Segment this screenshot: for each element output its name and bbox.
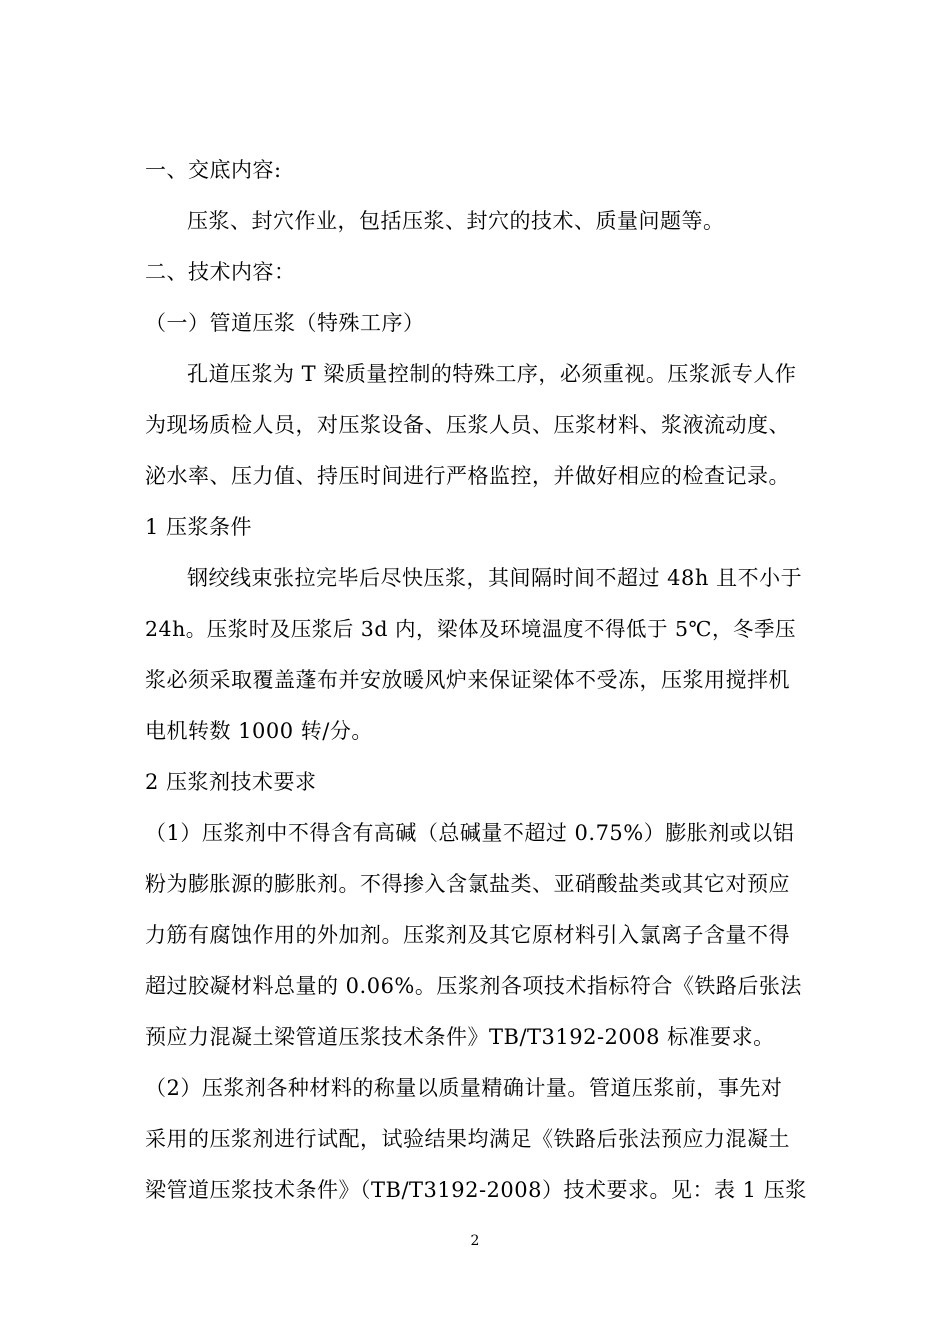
section-heading-1: 一、交底内容: [145, 158, 282, 182]
item-heading-2: 2 压浆剂技术要求 [145, 770, 317, 794]
section-heading-2: 二、技术内容： [145, 260, 296, 284]
paragraph-line: 钢绞线束张拉完毕后尽快压浆，其间隔时间不超过 48h 且不小于 [187, 566, 803, 590]
subsection-heading: （一）管道压浆（特殊工序） [145, 311, 425, 335]
item-heading-1: 1 压浆条件 [145, 515, 253, 539]
paragraph-line: 为现场质检人员，对压浆设备、压浆人员、压浆材料、浆液流动度、 [145, 413, 790, 437]
paragraph-line: 梁管道压浆技术条件》（TB/T3192-2008）技术要求。见：表 1 压浆 [145, 1178, 807, 1202]
page-number: 2 [470, 1233, 480, 1249]
paragraph-line: 采用的压浆剂进行试配，试验结果均满足《铁路后张法预应力混凝土 [145, 1127, 790, 1151]
paragraph-line: 力筋有腐蚀作用的外加剂。压浆剂及其它原材料引入氯离子含量不得 [145, 923, 790, 947]
paragraph-line: 粉为膨胀源的膨胀剂。不得掺入含氯盐类、亚硝酸盐类或其它对预应 [145, 872, 790, 896]
paragraph-line: （2）压浆剂各种材料的称量以质量精确计量。管道压浆前，事先对 [145, 1076, 783, 1100]
paragraph-line: 预应力混凝土梁管道压浆技术条件》TB/T3192-2008 标准要求。 [145, 1025, 775, 1049]
paragraph-line: 泌水率、压力值、持压时间进行严格监控，并做好相应的检查记录。 [145, 464, 790, 488]
paragraph-line: 24h。压浆时及压浆后 3d 内，梁体及环境温度不得低于 5℃，冬季压 [145, 617, 796, 641]
paragraph-line: 孔道压浆为 T 梁质量控制的特殊工序，必须重视。压浆派专人作 [187, 362, 797, 386]
paragraph-line: 压浆、封穴作业，包括压浆、封穴的技术、质量问题等。 [187, 209, 725, 233]
paragraph-line: 电机转数 1000 转/分。 [145, 719, 373, 743]
paragraph-line: （1）压浆剂中不得含有高碱（总碱量不超过 0.75%）膨胀剂或以铝 [145, 821, 795, 845]
paragraph-line: 超过胶凝材料总量的 0.06%。压浆剂各项技术指标符合《铁路后张法 [145, 974, 802, 998]
paragraph-line: 浆必须采取覆盖蓬布并安放暖风炉来保证梁体不受冻，压浆用搅拌机 [145, 668, 790, 692]
